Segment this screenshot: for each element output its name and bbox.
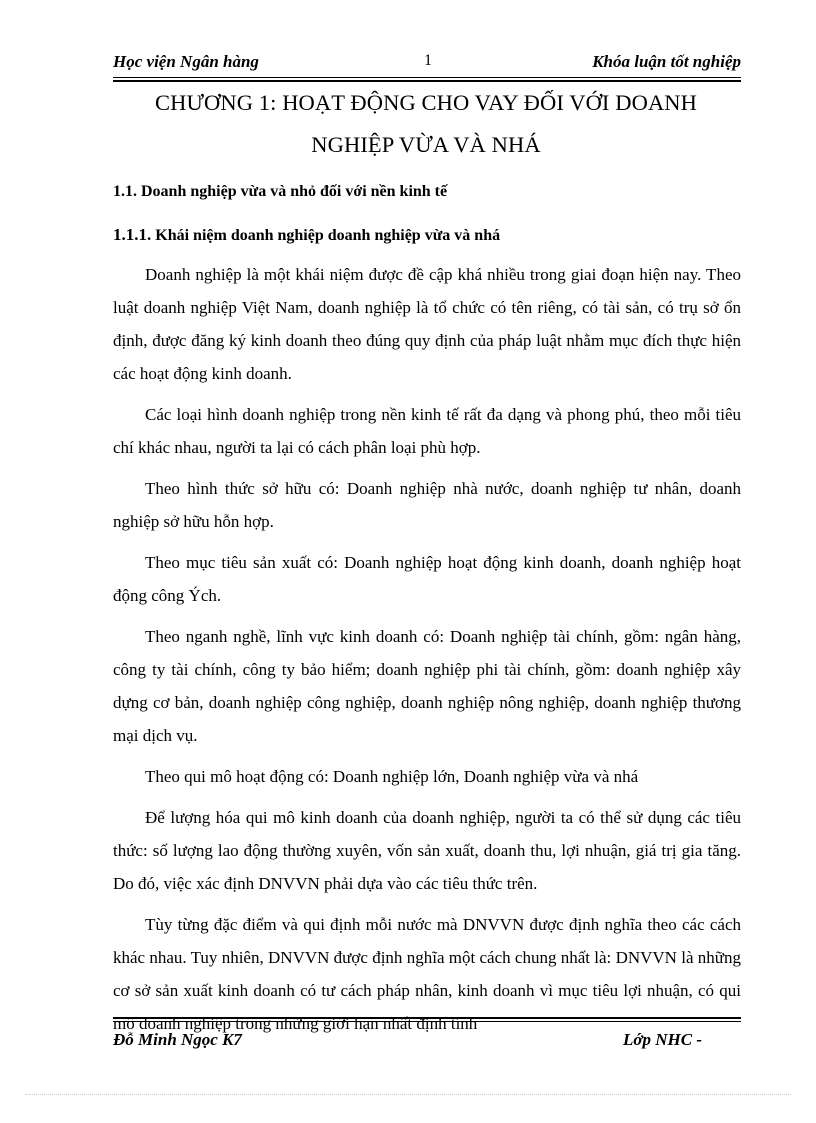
page-bottom-dotted-line: [25, 1094, 791, 1095]
subsection-number: 1.1.1.: [113, 225, 152, 244]
paragraph: Theo qui mô hoạt động có: Doanh nghiệp lớn, Doanh nghiệp vừa và nhá: [145, 767, 639, 786]
paragraph: Tùy từng đặc điểm và qui định mỗi nước mà DNVVN được định nghĩa theo các cách khác nhau. Tuy nhiên, DNVVN được định nghĩa một cách chung nhất là: DNVVN là những cơ sở sản xuất kinh doanh có tư cách pháp nhân, kinh doanh vì mục tiêu lợi nhuận, có qui mô doanh nghiệp trong những giới hạn nhất định tính: [113, 915, 741, 1033]
footer-rule-thick: [113, 1017, 741, 1019]
body-text: [113, 258, 741, 1048]
footer-rule-thin: [113, 1021, 741, 1022]
page-number: 1: [424, 52, 432, 69]
header-institution: Học viện Ngân hàng: [113, 52, 259, 71]
paragraph: Theo nganh nghề, lĩnh vực kinh doanh có: Doanh nghiệp tài chính, gồm: ngân hàng, công ty tài chính, công ty bảo hiểm; doanh nghiệp phi tài chính, gồm: doanh nghiệp xây dựng cơ bản, doanh nghiệp công nghiệp, doanh nghiệp nông nghiệp, doanh nghiệp thương mại dịch vụ.: [113, 627, 741, 745]
paragraph: Các loại hình doanh nghiệp trong nền kinh tế rất đa dạng và phong phú, theo mỗi tiêu chí khác nhau, người ta lại có cách phân loại phù hợp.: [113, 405, 741, 457]
chapter-title: [100, 82, 752, 166]
footer-class: Lớp NHC -: [623, 1030, 703, 1049]
section-heading: 1.1. Doanh nghiệp vừa và nhỏ đối với nền kinh tế: [113, 183, 448, 200]
subsection-heading: [113, 225, 500, 245]
chapter-title-line-2: NGHIỆP VỪA VÀ NHÁ: [311, 132, 541, 157]
subsection-title: Khái niệm doanh nghiệp doanh nghiệp vừa và nhá: [155, 227, 501, 244]
paragraph: Theo hình thức sở hữu có: Doanh nghiệp nhà nước, doanh nghiệp tư nhân, doanh nghiệp sở hữu hỗn hợp.: [113, 479, 741, 531]
footer-author: Đỗ Minh Ngọc K7: [113, 1030, 242, 1049]
paragraph: Doanh nghiệp là một khái niệm được đề cập khá nhiều trong giai đoạn hiện nay. Theo luật doanh nghiệp Việt Nam, doanh nghiệp là tổ chức có tên riêng, có tài sản, có trụ sở ổn định, được đăng ký kinh doanh theo đúng quy định của pháp luật nhằm mục đích thực hiện các hoạt động kinh doanh.: [113, 265, 741, 383]
chapter-title-line-1: CHƯƠNG 1: HOẠT ĐỘNG CHO VAY ĐỐI VỚI DOANH: [154, 90, 697, 115]
header-rule-thick: [113, 77, 741, 78]
paragraph: Theo mục tiêu sản xuất có: Doanh nghiệp hoạt động kinh doanh, doanh nghiệp hoạt động công Ých.: [113, 553, 741, 605]
header-document-type: Khóa luận tốt nghiệp: [592, 52, 741, 71]
page-header: [113, 52, 741, 76]
paragraph: Để lượng hóa qui mô kinh doanh của doanh nghiệp, người ta có thể sử dụng các tiêu thức: số lượng lao động thường xuyên, vốn sản xuất, doanh thu, lợi nhuận, giá trị gia tăng. Do đó, việc xác định DNVVN phải dựa vào các tiêu thức trên.: [113, 808, 741, 893]
